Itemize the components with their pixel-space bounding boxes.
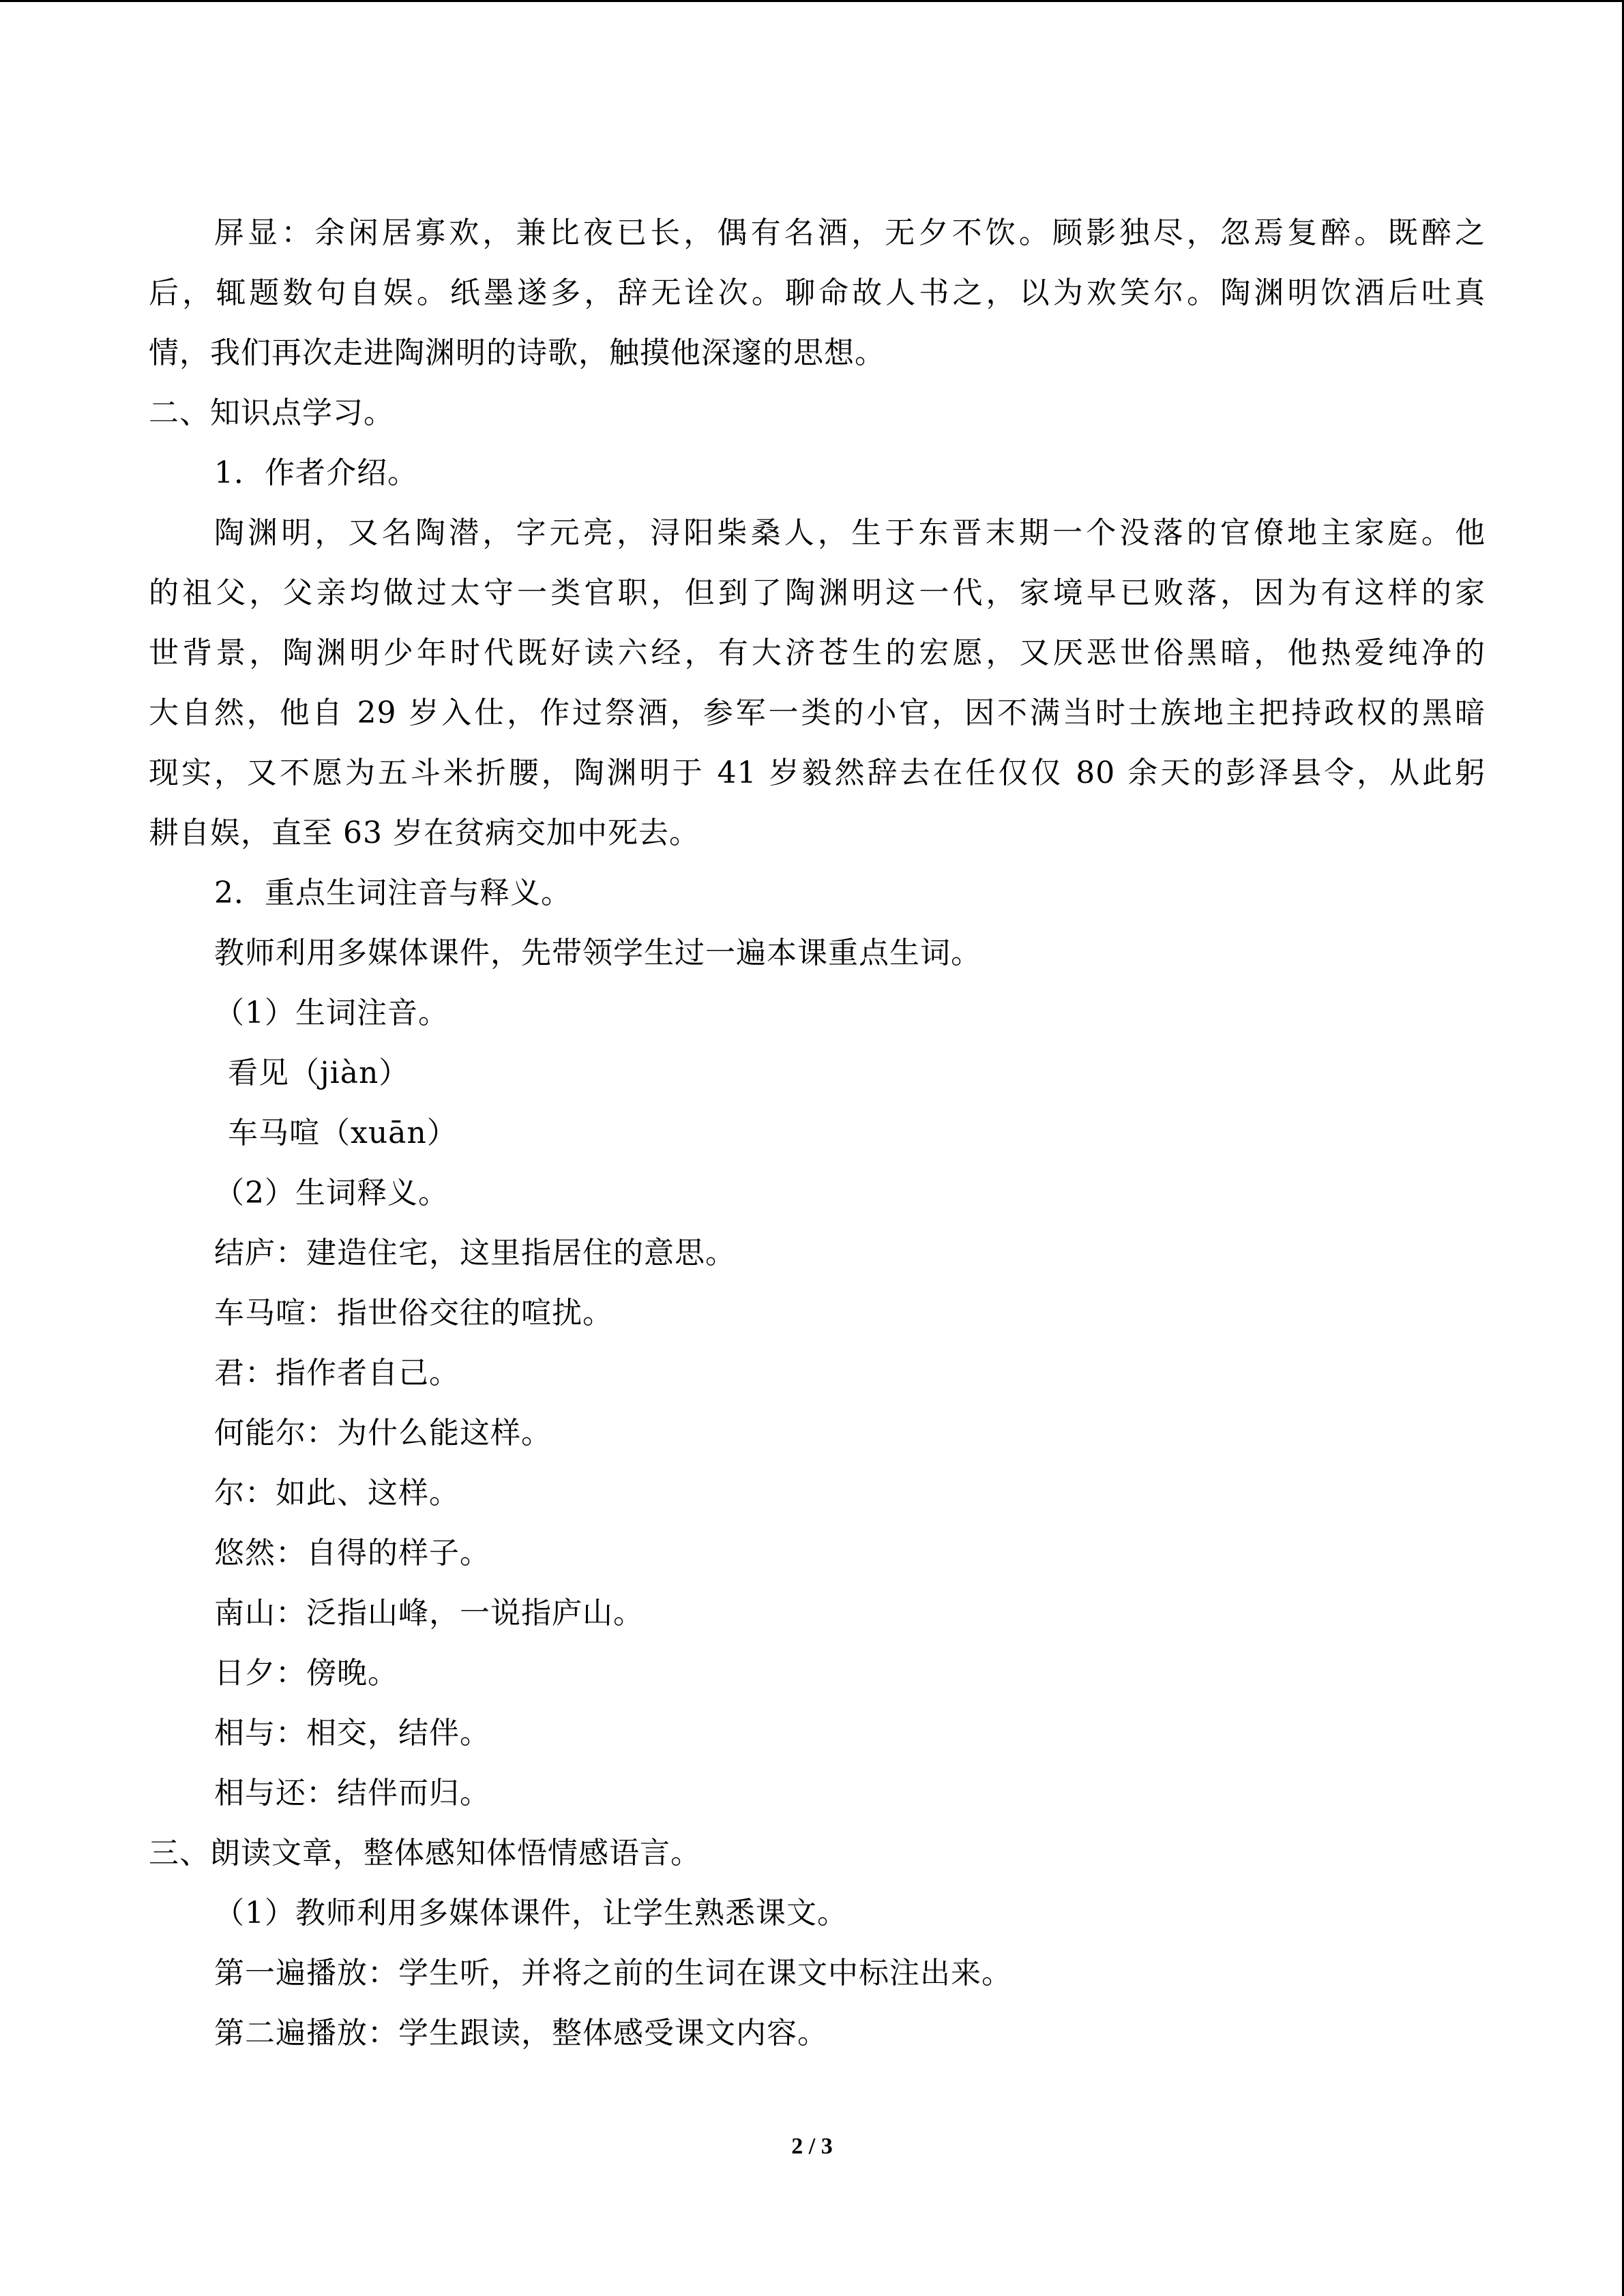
definition-item: 南山：泛指山峰，一说指庐山。: [214, 1596, 644, 1630]
intro-line: 后，辄题数句自娱。纸墨遂多，辞无诠次。聊命故人书之，以为欢笑尔。陶渊明饮酒后吐真: [149, 275, 1486, 310]
page-number: 2 / 3: [791, 2134, 833, 2159]
section-heading-reading: 三、朗读文章，整体感知体悟情感语言。: [149, 1836, 701, 1870]
author-line: 耕自娱，直至 63 岁在贫病交加中死去。: [149, 816, 700, 850]
intro-line: 情，我们再次走进陶渊明的诗歌，触摸他深邃的思想。: [149, 336, 885, 370]
intro-paragraph: [149, 203, 1486, 383]
definition-item: 日夕：傍晚。: [214, 1656, 398, 1690]
author-line: 现实，又不愿为五斗米折腰，陶渊明于 41 岁毅然辞去在任仅仅 80 余天的彭泽县令，从此躬: [149, 756, 1486, 790]
section-heading-knowledge: 二、知识点学习。: [149, 396, 394, 430]
intro-line: 屏显：余闲居寡欢，兼比夜已长，偶有名酒，无夕不饮。顾影独尽，忽焉复醉。既醉之: [214, 215, 1486, 250]
definition-item: 君：指作者自己。: [214, 1356, 460, 1390]
reading-item: 第二遍播放：学生跟读，整体感受课文内容。: [214, 2016, 828, 2051]
definition-heading: （2）生词释义。: [214, 1176, 449, 1210]
definition-item: 悠然：自得的样子。: [214, 1536, 490, 1570]
pronunciation-item: 车马喧（xuān）: [228, 1116, 458, 1150]
author-line: 世背景，陶渊明少年时代既好读六经，有大济苍生的宏愿，又厌恶世俗黑暗，他热爱纯净的: [149, 636, 1486, 670]
definition-item: 何能尔：为什么能这样。: [214, 1416, 552, 1450]
page-top-border: [0, 0, 1624, 2]
reading-heading: （1）教师利用多媒体课件，让学生熟悉课文。: [214, 1896, 848, 1930]
definition-item: 相与：相交，结伴。: [214, 1716, 490, 1750]
vocabulary-intro: 教师利用多媒体课件，先带领学生过一遍本课重点生词。: [214, 936, 981, 970]
pronunciation-heading: （1）生词注音。: [214, 996, 449, 1030]
author-line: 的祖父，父亲均做过太守一类官职，但到了陶渊明这一代，家境早已败落，因为有这样的家: [149, 576, 1486, 610]
definition-item: 尔：如此、这样。: [214, 1476, 460, 1510]
subheading-vocabulary: 2．重点生词注音与释义。: [214, 876, 572, 910]
definition-item: 车马喧：指世俗交往的喧扰。: [214, 1296, 613, 1330]
definition-item: 结庐：建造住宅，这里指居住的意思。: [214, 1236, 736, 1270]
reading-item: 第一遍播放：学生听，并将之前的生词在课文中标注出来。: [214, 1956, 1012, 1991]
subheading-author-intro: 1．作者介绍。: [214, 456, 418, 490]
definition-item: 相与还：结伴而归。: [214, 1776, 490, 1810]
pronunciation-item: 看见（jiàn）: [228, 1056, 410, 1090]
author-line: 陶渊明，又名陶潜，字元亮，浔阳柴桑人，生于东晋末期一个没落的官僚地主家庭。他: [214, 516, 1486, 550]
author-paragraph: [149, 503, 1486, 863]
document-body: [149, 203, 1486, 2063]
author-line: 大自然，他自 29 岁入仕，作过祭酒，参军一类的小官，因不满当时士族地主把持政权的黑暗: [149, 696, 1486, 730]
